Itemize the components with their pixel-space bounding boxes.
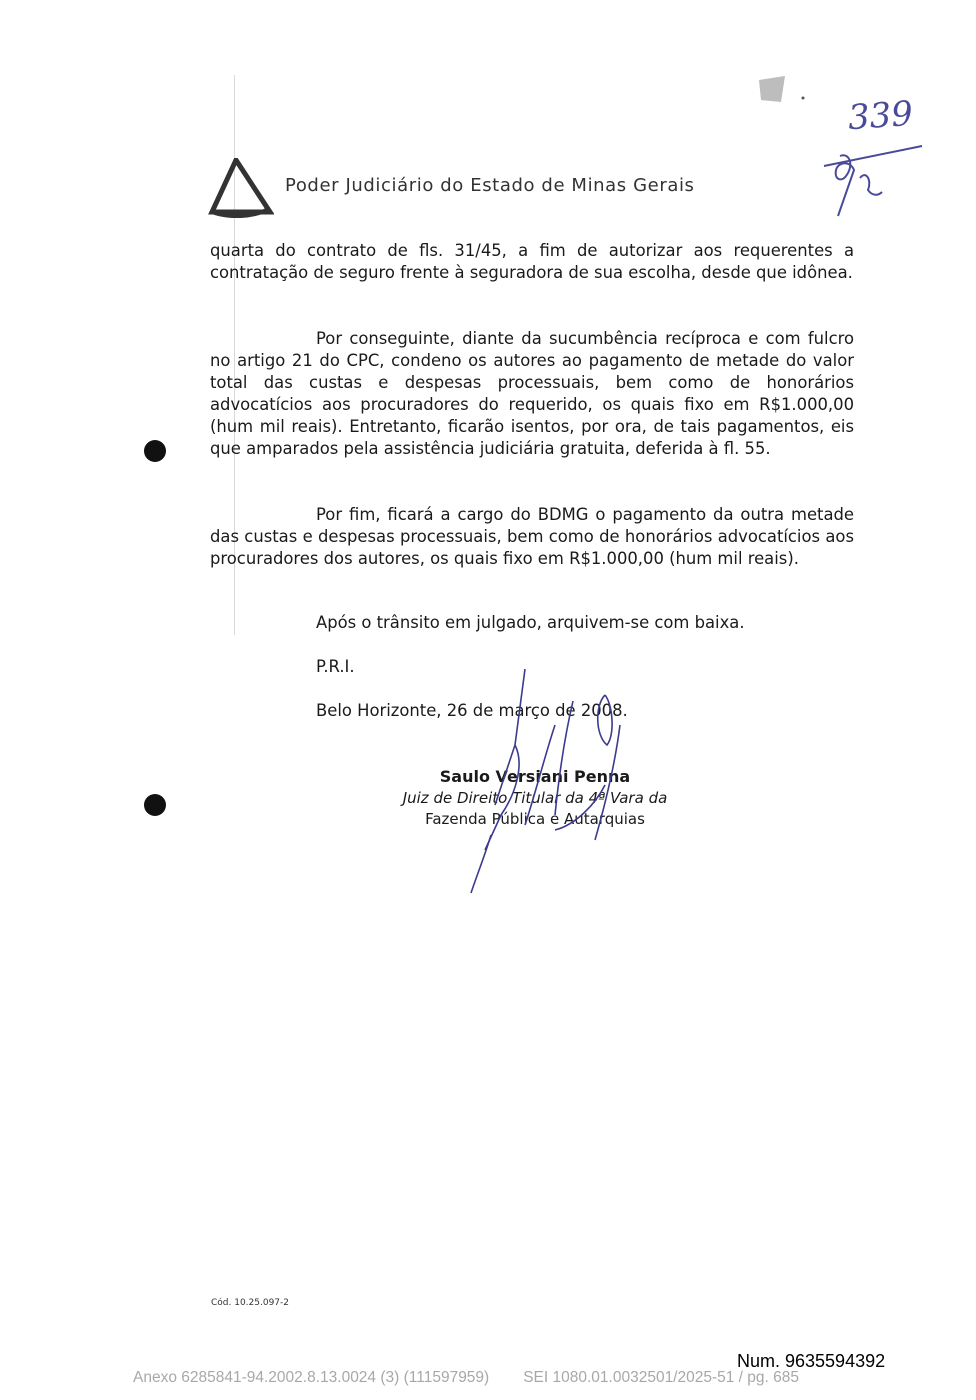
punch-hole <box>144 440 166 462</box>
judge-name: Saulo Versiani Penna <box>439 767 631 786</box>
paragraph-2: Por conseguinte, diante da sucumbência recíproca e com fulcro no artigo 21 do CPC, condeno os autores ao pagamento de metade do valor total das custas e despesas processuais, bem como de honorários advocatícios aos procuradores do requerido, os quais fixo em R$1.000,00 (hum mil reais). Entretanto, ficarão isentos, por ora, de tais pagamentos, eis que amparados pela assistência judiciária gratuita, deferida à fl. 55. <box>210 329 854 458</box>
handwritten-page-number: 339 <box>846 93 915 139</box>
judge-court: Fazenda Pública e Autarquias <box>425 810 645 828</box>
paragraph-3: Por fim, ficará a cargo do BDMG o pagamento da outra metade das custas e despesas processuais, bem como de honorários advocatícios aos procuradores dos autores, os quais fixo em R$1.000,00 (hum mil reais). <box>210 505 854 568</box>
annex-reference: Anexo 6285841-94.2002.8.13.0024 (3) (111597959) <box>133 1369 490 1386</box>
court-title: Poder Judiciário do Estado de Minas Gerais <box>285 175 695 196</box>
footer-line <box>133 1369 799 1387</box>
paragraph-1: quarta do contrato de fls. 31/45, a fim de autorizar aos requerentes a contratação de seguro frente à seguradora de sua escolha, desde que idônea. <box>210 241 854 282</box>
court-logo-icon <box>208 158 274 218</box>
punch-hole <box>144 794 166 816</box>
pri-line: P.R.I. <box>316 657 355 676</box>
scan-artifact <box>757 76 807 106</box>
archive-line: Após o trânsito em julgado, arquivem-se com baixa. <box>316 613 745 632</box>
sei-reference: SEI 1080.01.0032501/2025-51 / pg. 685 <box>523 1369 800 1386</box>
judge-role: Juiz de Direito Titular da 4ª Vara da <box>402 789 668 807</box>
place-date: Belo Horizonte, 26 de março de 2008. <box>316 701 628 720</box>
handwritten-signature <box>455 665 655 905</box>
handwritten-mark <box>820 140 930 220</box>
document-number: Num. 9635594392 <box>737 1351 886 1371</box>
form-code: Cód. 10.25.097-2 <box>211 1298 290 1308</box>
